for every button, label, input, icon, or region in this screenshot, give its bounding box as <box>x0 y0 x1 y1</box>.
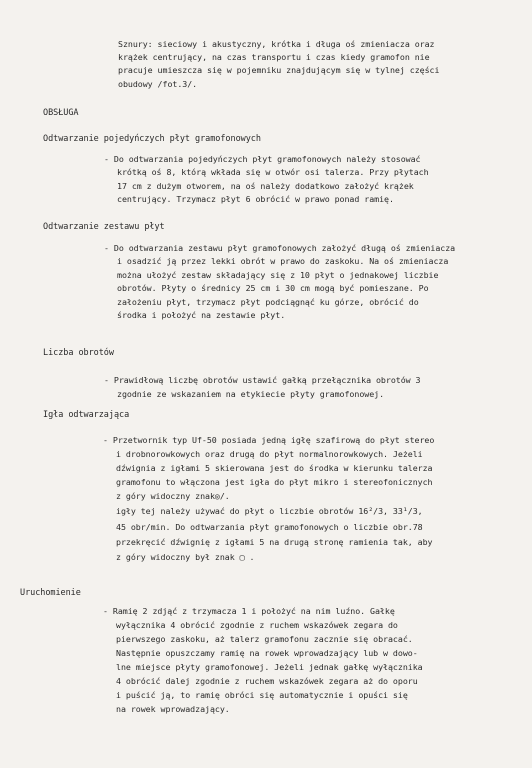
heading-startup: Uruchomienie <box>20 588 81 598</box>
intro-line: Sznury: sieciowy i akustyczny, krótka i długa oś zmieniacza oraz <box>118 39 435 49</box>
set-line: - Do odtwarzania zestawu płyt gramofonowych założyć długą oś zmieniacza <box>104 243 456 253</box>
needle-line: z góry widoczny był znak ▢ . <box>116 552 255 562</box>
startup-line: lne miejsce płyty gramofonowej. Jeżeli jednak gałkę wyłącznika <box>116 662 423 672</box>
speed-line: zgodnie ze wskazaniem na etykiecie płyty gramofonowej. <box>117 389 385 399</box>
startup-line: pierwszego zaskoku, aż talerz gramofonu zacznie się obracać. <box>116 634 413 644</box>
heading-single-records: Odtwarzanie pojedyńczych płyt gramofonowych <box>43 134 261 144</box>
needle-line: gramofonu to włączona jest igła do płyt mikro i stereofonicznych <box>116 477 433 487</box>
intro-line: pracuje umieszcza się w pojemniku znajdującym się w tylnej części <box>118 65 440 75</box>
needle-line: dźwignia z igłami 5 skierowana jest do środka w kierunku talerza <box>116 463 433 473</box>
single-line: centrujący. Trzymacz płyt 6 obrócić w prawo ponad ramię. <box>117 194 394 204</box>
set-line: obrotów. Płyty o średnicy 25 cm i 30 cm mogą być pomieszane. Po <box>117 283 429 293</box>
heading-needle: Igła odtwarzająca <box>43 410 130 420</box>
section-title-obsluga: OBSŁUGA <box>43 108 79 118</box>
startup-line: na rowek wprowadzający. <box>116 704 230 714</box>
startup-line: Następnie opuszczamy ramię na rowek wprowadzający lub w dowo- <box>116 648 418 658</box>
set-line: i osadzić ją przez lekki obrót w prawo do zaskoku. Na oś zmieniacza <box>117 256 449 266</box>
needle-line: i drobnorowkowych oraz drugą do płyt normalnorowkowych. Jeżeli <box>116 449 423 459</box>
needle-line: 45 obr/min. Do odtwarzania płyt gramofonowych o liczbie obr.78 <box>116 522 423 532</box>
set-line: środka i położyć na zestawie płyt. <box>117 310 286 320</box>
single-line: - Do odtwarzania pojedyńczych płyt gramofonowych należy stosować <box>104 154 421 164</box>
startup-line: 4 obrócić dalej zgodnie z ruchem wskazówek zegara aż do oporu <box>116 676 418 686</box>
heading-record-set: Odtwarzanie zestawu płyt <box>43 222 165 232</box>
startup-line: i puścić ją, to ramię obróci się automatycznie i opuści się <box>116 690 408 700</box>
speed-line: - Prawidłową liczbę obrotów ustawić gałką przełącznika obrotów 3 <box>104 375 421 385</box>
intro-line: obudowy /fot.3/. <box>118 79 198 89</box>
single-line: krótką oś 8, którą wkłada się w otwór osi talerza. Przy płytach <box>117 167 429 177</box>
needle-line: przekręcić dźwignię z igłami 5 na drugą stronę ramienia tak, aby <box>116 537 433 547</box>
needle-line: z góry widoczny znak◎/. <box>116 491 230 501</box>
single-line: 17 cm z dużym otworem, na oś należy dodatkowo założyć krążek <box>117 181 414 191</box>
needle-line: igły tej należy używać do płyt o liczbie obrotów 16²/3, 33¹/3, <box>116 506 423 516</box>
set-line: założeniu płyt, trzymacz płyt podciągnąć ku górze, obrócić do <box>117 297 419 307</box>
startup-line: wyłącznika 4 obrócić zgodnie z ruchem wskazówek zegara do <box>116 620 398 630</box>
startup-line: - Ramię 2 zdjąć z trzymacza 1 i położyć na nim luźno. Gałkę <box>103 606 395 616</box>
heading-speed: Liczba obrotów <box>43 348 114 358</box>
needle-line: - Przetwornik typ Uf-50 posiada jedną igłę szafirową do płyt stereo <box>103 435 435 445</box>
set-line: można ułożyć zestaw składający się z 10 płyt o jednakowej liczbie <box>117 270 439 280</box>
intro-line: krążek centrujący, na czas transportu i czas kiedy gramofon nie <box>118 52 430 62</box>
